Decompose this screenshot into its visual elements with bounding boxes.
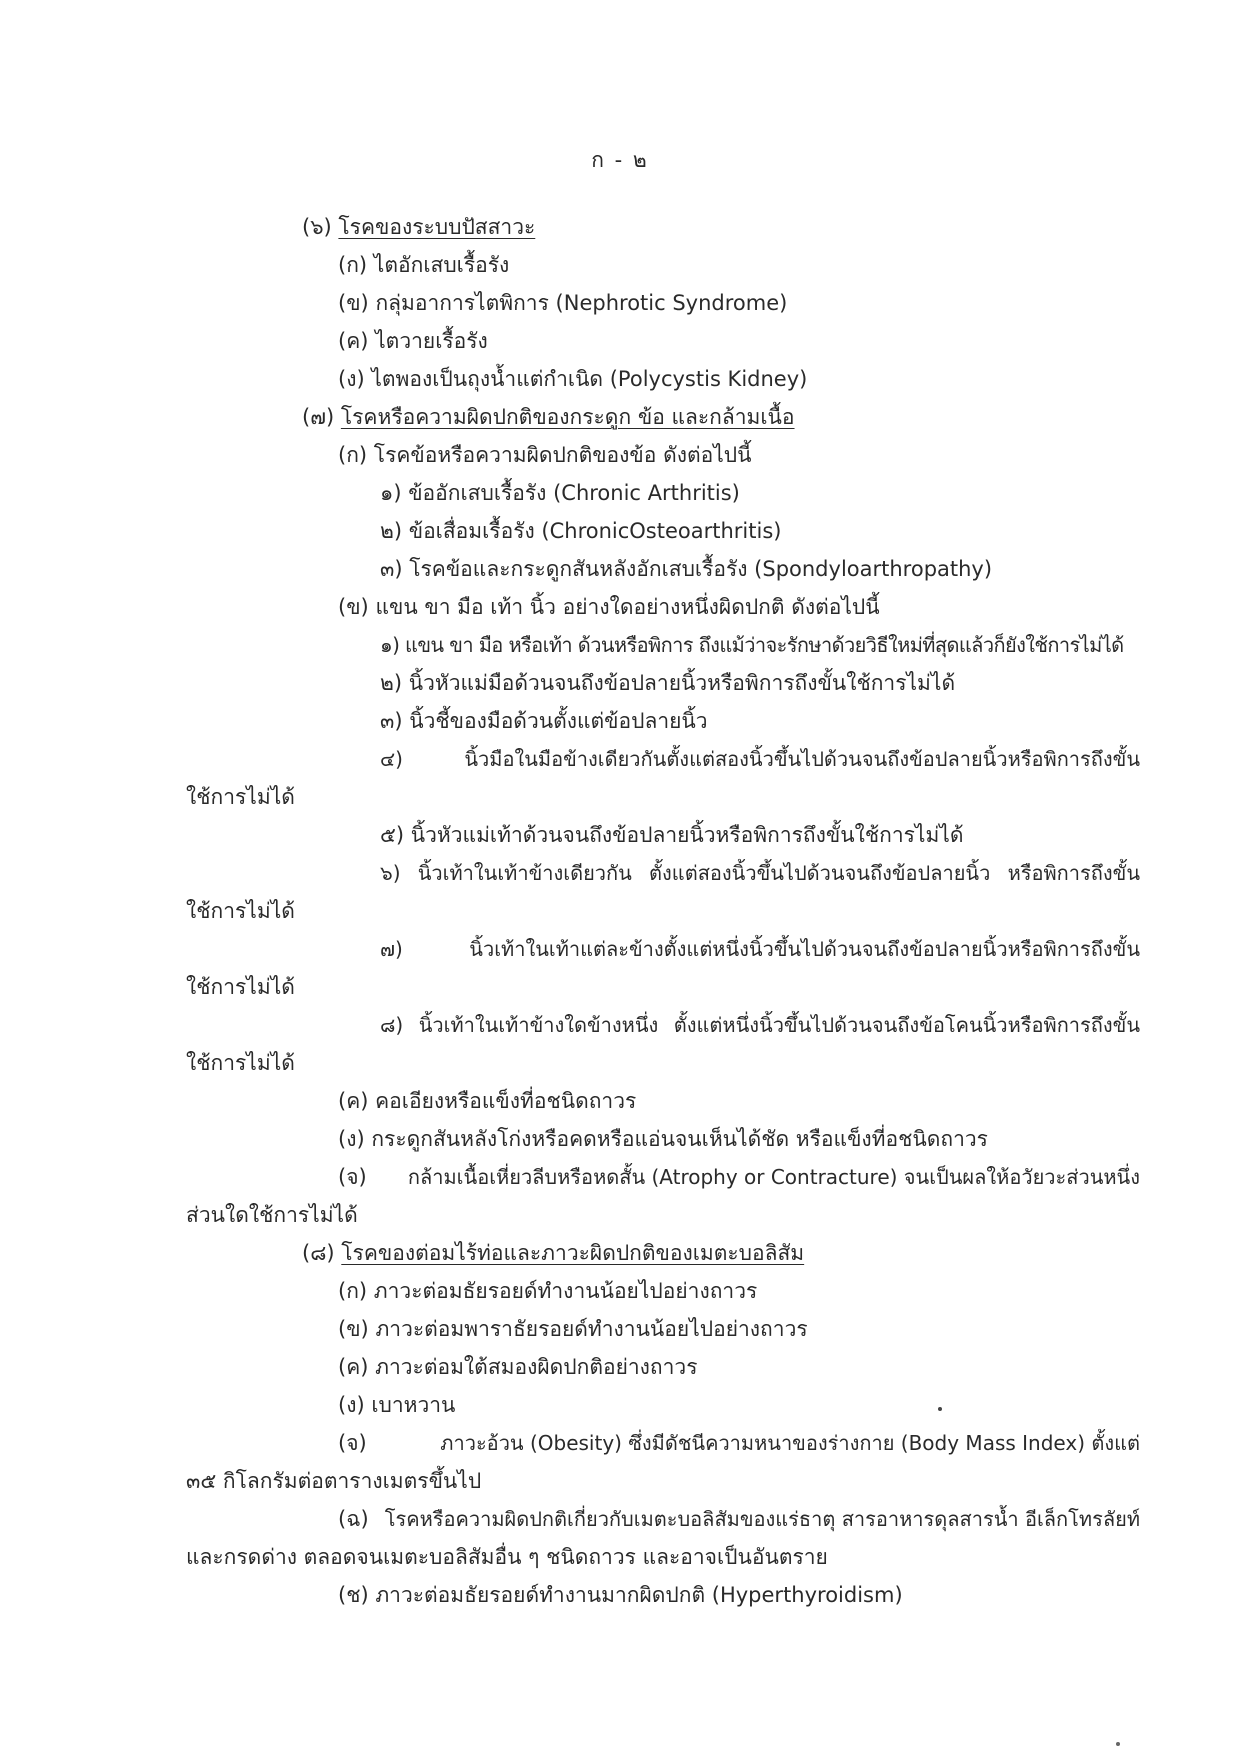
- item-label: (ก): [338, 443, 368, 467]
- section-6-heading: [302, 212, 535, 242]
- item-label: (ข): [338, 595, 369, 619]
- section-8-item-d: [338, 1390, 455, 1420]
- section-7-item-b: [338, 592, 880, 622]
- item-label: (ค): [338, 329, 369, 353]
- section-7-b-sub-7-line-2: ใช้การไม่ได้: [186, 975, 295, 999]
- item-label: (ค): [338, 1355, 369, 1379]
- section-6-title: โรคของระบบปัสสาวะ: [338, 215, 536, 239]
- item-text: ภาวะต่อมธัยรอยด์ทำงานมากผิดปกติ (Hyperthyroidism): [375, 1583, 903, 1607]
- section-7-a-sub-3: ๓) โรคข้อและกระดูกสันหลังอักเสบเรื้อรัง (Spondyloarthropathy): [380, 557, 993, 581]
- section-7-title: โรคหรือความผิดปกติของกระดูก ข้อ และกล้ามเนื้อ: [340, 405, 795, 429]
- page-number: ก - ๒: [591, 148, 649, 172]
- section-8-item-g: [338, 1580, 903, 1610]
- item-label: (ง): [338, 1393, 365, 1417]
- section-7-b-sub-8-line-2: ใช้การไม่ได้: [186, 1051, 295, 1075]
- item-text: กระดูกสันหลังโก่งหรือคดหรือแอ่นจนเห็นได้ชัด หรือแข็งที่อชนิดถาวร: [371, 1127, 988, 1151]
- section-6-item-a: [338, 250, 509, 280]
- section-7-b-sub-2: ๒) นิ้วหัวแม่มือด้วนจนถึงข้อปลายนิ้วหรือพิการถึงขั้นใช้การไม่ได้: [380, 671, 956, 695]
- section-6-number: (๖): [302, 215, 332, 239]
- section-8-item-e-line-2: ๓๕ กิโลกรัมต่อตารางเมตรขึ้นไป: [186, 1469, 482, 1493]
- item-label: (ก): [338, 1279, 368, 1303]
- section-7-item-a: [338, 440, 751, 470]
- section-7-b-sub-5: ๕) นิ้วหัวแม่เท้าด้วนจนถึงข้อปลายนิ้วหรือพิการถึงขั้นใช้การไม่ได้: [380, 823, 964, 847]
- section-8-item-f-line-2: และกรดด่าง ตลอดจนเมตะบอลิสัมอื่น ๆ ชนิดถาวร และอาจเป็นอันตราย: [186, 1545, 828, 1569]
- section-8-item-b: [338, 1314, 808, 1344]
- item-text: ภาวะต่อมใต้สมองผิดปกติอย่างถาวร: [375, 1355, 698, 1379]
- section-7-heading: [302, 402, 795, 432]
- item-label: (ง): [338, 367, 365, 391]
- item-label: (ข): [338, 1317, 369, 1341]
- section-6-item-c: [338, 326, 488, 356]
- section-6-item-d: [338, 364, 807, 394]
- item-text: โรคหรือความผิดปกติเกี่ยวกับเมตะบอลิสัมของแร่ธาตุ สารอาหารดุลสารน้ำ อีเล็กโทรลัยท์: [384, 1507, 1140, 1531]
- item-label: (ข): [338, 291, 369, 315]
- item-label: (จ): [338, 1165, 367, 1189]
- item-text: ไตพองเป็นถุงน้ำแต่กำเนิด (Polycystis Kidney): [371, 367, 808, 391]
- item-text: ภาวะอ้วน (Obesity) ซึ่งมีดัชนีความหนาของร่างกาย (Body Mass Index) ตั้งแต่: [440, 1431, 1140, 1455]
- item-text: ไตอักเสบเรื้อรัง: [373, 253, 510, 277]
- section-7-item-e-line-2: ส่วนใดใช้การไม่ได้: [186, 1203, 358, 1227]
- item-label: (จ): [338, 1431, 367, 1455]
- section-7-b-sub-7-line-1: ๗) นิ้วเท้าในเท้าแต่ละข้างตั้งแต่หนึ่งนิ้วขึ้นไปด้วนจนถึงข้อปลายนิ้วหรือพิการถึงขั้น: [380, 937, 1140, 961]
- section-6-item-b: [338, 288, 787, 318]
- section-7-b-sub-8-line-1: ๘) นิ้วเท้าในเท้าข้างใดข้างหนึ่ง ตั้งแต่หนึ่งนิ้วขึ้นไปด้วนจนถึงข้อโคนนิ้วหรือพิการถึงขั้น: [380, 1013, 1140, 1037]
- section-8-item-f-line-1: [338, 1504, 1140, 1534]
- section-7-b-sub-4-line-1: ๔) นิ้วมือในมือข้างเดียวกันตั้งแต่สองนิ้วขึ้นไปด้วนจนถึงข้อปลายนิ้วหรือพิการถึงขั้น: [380, 747, 1140, 771]
- section-7-b-sub-6-line-1: ๖) นิ้วเท้าในเท้าข้างเดียวกัน ตั้งแต่สองนิ้วขึ้นไปด้วนจนถึงข้อปลายนิ้ว หรือพิการถึงขั้น: [380, 861, 1140, 885]
- item-text: ไตวายเรื้อรัง: [375, 329, 488, 353]
- section-8-title: โรคของต่อมไร้ท่อและภาวะผิดปกติของเมตะบอลิสัม: [341, 1241, 805, 1265]
- section-8-heading: [302, 1238, 804, 1268]
- item-label: (ค): [338, 1089, 369, 1113]
- item-text: ภาวะต่อมธัยรอยด์ทำงานน้อยไปอย่างถาวร: [373, 1279, 758, 1303]
- item-text: คอเอียงหรือแข็งที่อชนิดถาวร: [375, 1089, 637, 1113]
- section-7-b-sub-3: ๓) นิ้วชี้ของมือด้วนตั้งแต่ข้อปลายนิ้ว: [380, 709, 708, 733]
- section-8-item-e-line-1: [338, 1428, 1140, 1458]
- section-7-a-sub-2: ๒) ข้อเสื่อมเรื้อรัง (ChronicOsteoarthritis): [380, 519, 782, 543]
- item-text: เบาหวาน: [371, 1393, 456, 1417]
- item-label: (ง): [338, 1127, 365, 1151]
- item-text: ภาวะต่อมพาราธัยรอยด์ทำงานน้อยไปอย่างถาวร: [375, 1317, 808, 1341]
- section-7-b-sub-4-line-2: ใช้การไม่ได้: [186, 785, 295, 809]
- section-7-item-d: [338, 1124, 988, 1154]
- stray-mark-bottom: [1116, 1742, 1120, 1746]
- section-8-item-c: [338, 1352, 698, 1382]
- section-8-number: (๘): [302, 1241, 335, 1265]
- item-text: กล้ามเนื้อเหี่ยวลีบหรือหดสั้น (Atrophy or Contracture) จนเป็นผลให้อวัยวะส่วนหนึ่ง: [407, 1165, 1140, 1189]
- section-7-a-sub-1: ๑) ข้ออักเสบเรื้อรัง (Chronic Arthritis): [380, 481, 740, 505]
- section-7-item-e-line-1: [338, 1162, 1140, 1192]
- item-label: (ช): [338, 1583, 369, 1607]
- section-7-number: (๗): [302, 405, 335, 429]
- section-8-item-a: [338, 1276, 757, 1306]
- section-7-b-sub-1: ๑) แขน ขา มือ หรือเท้า ด้วนหรือพิการ ถึงแม้ว่าจะรักษาด้วยวิธีใหม่ที่สุดแล้วก็ยังใช้การไม่ได้: [380, 633, 1124, 657]
- item-text: กลุ่มอาการไตพิการ (Nephrotic Syndrome): [375, 291, 788, 315]
- section-7-item-c: [338, 1086, 636, 1116]
- item-label: (ฉ): [338, 1507, 369, 1531]
- section-7-b-sub-6-line-2: ใช้การไม่ได้: [186, 899, 295, 923]
- stray-mark: [938, 1407, 942, 1411]
- item-text: แขน ขา มือ เท้า นิ้ว อย่างใดอย่างหนึ่งผิดปกติ ดังต่อไปนี้: [375, 595, 880, 619]
- item-label: (ก): [338, 253, 368, 277]
- item-text: โรคข้อหรือความผิดปกติของข้อ ดังต่อไปนี้: [373, 443, 752, 467]
